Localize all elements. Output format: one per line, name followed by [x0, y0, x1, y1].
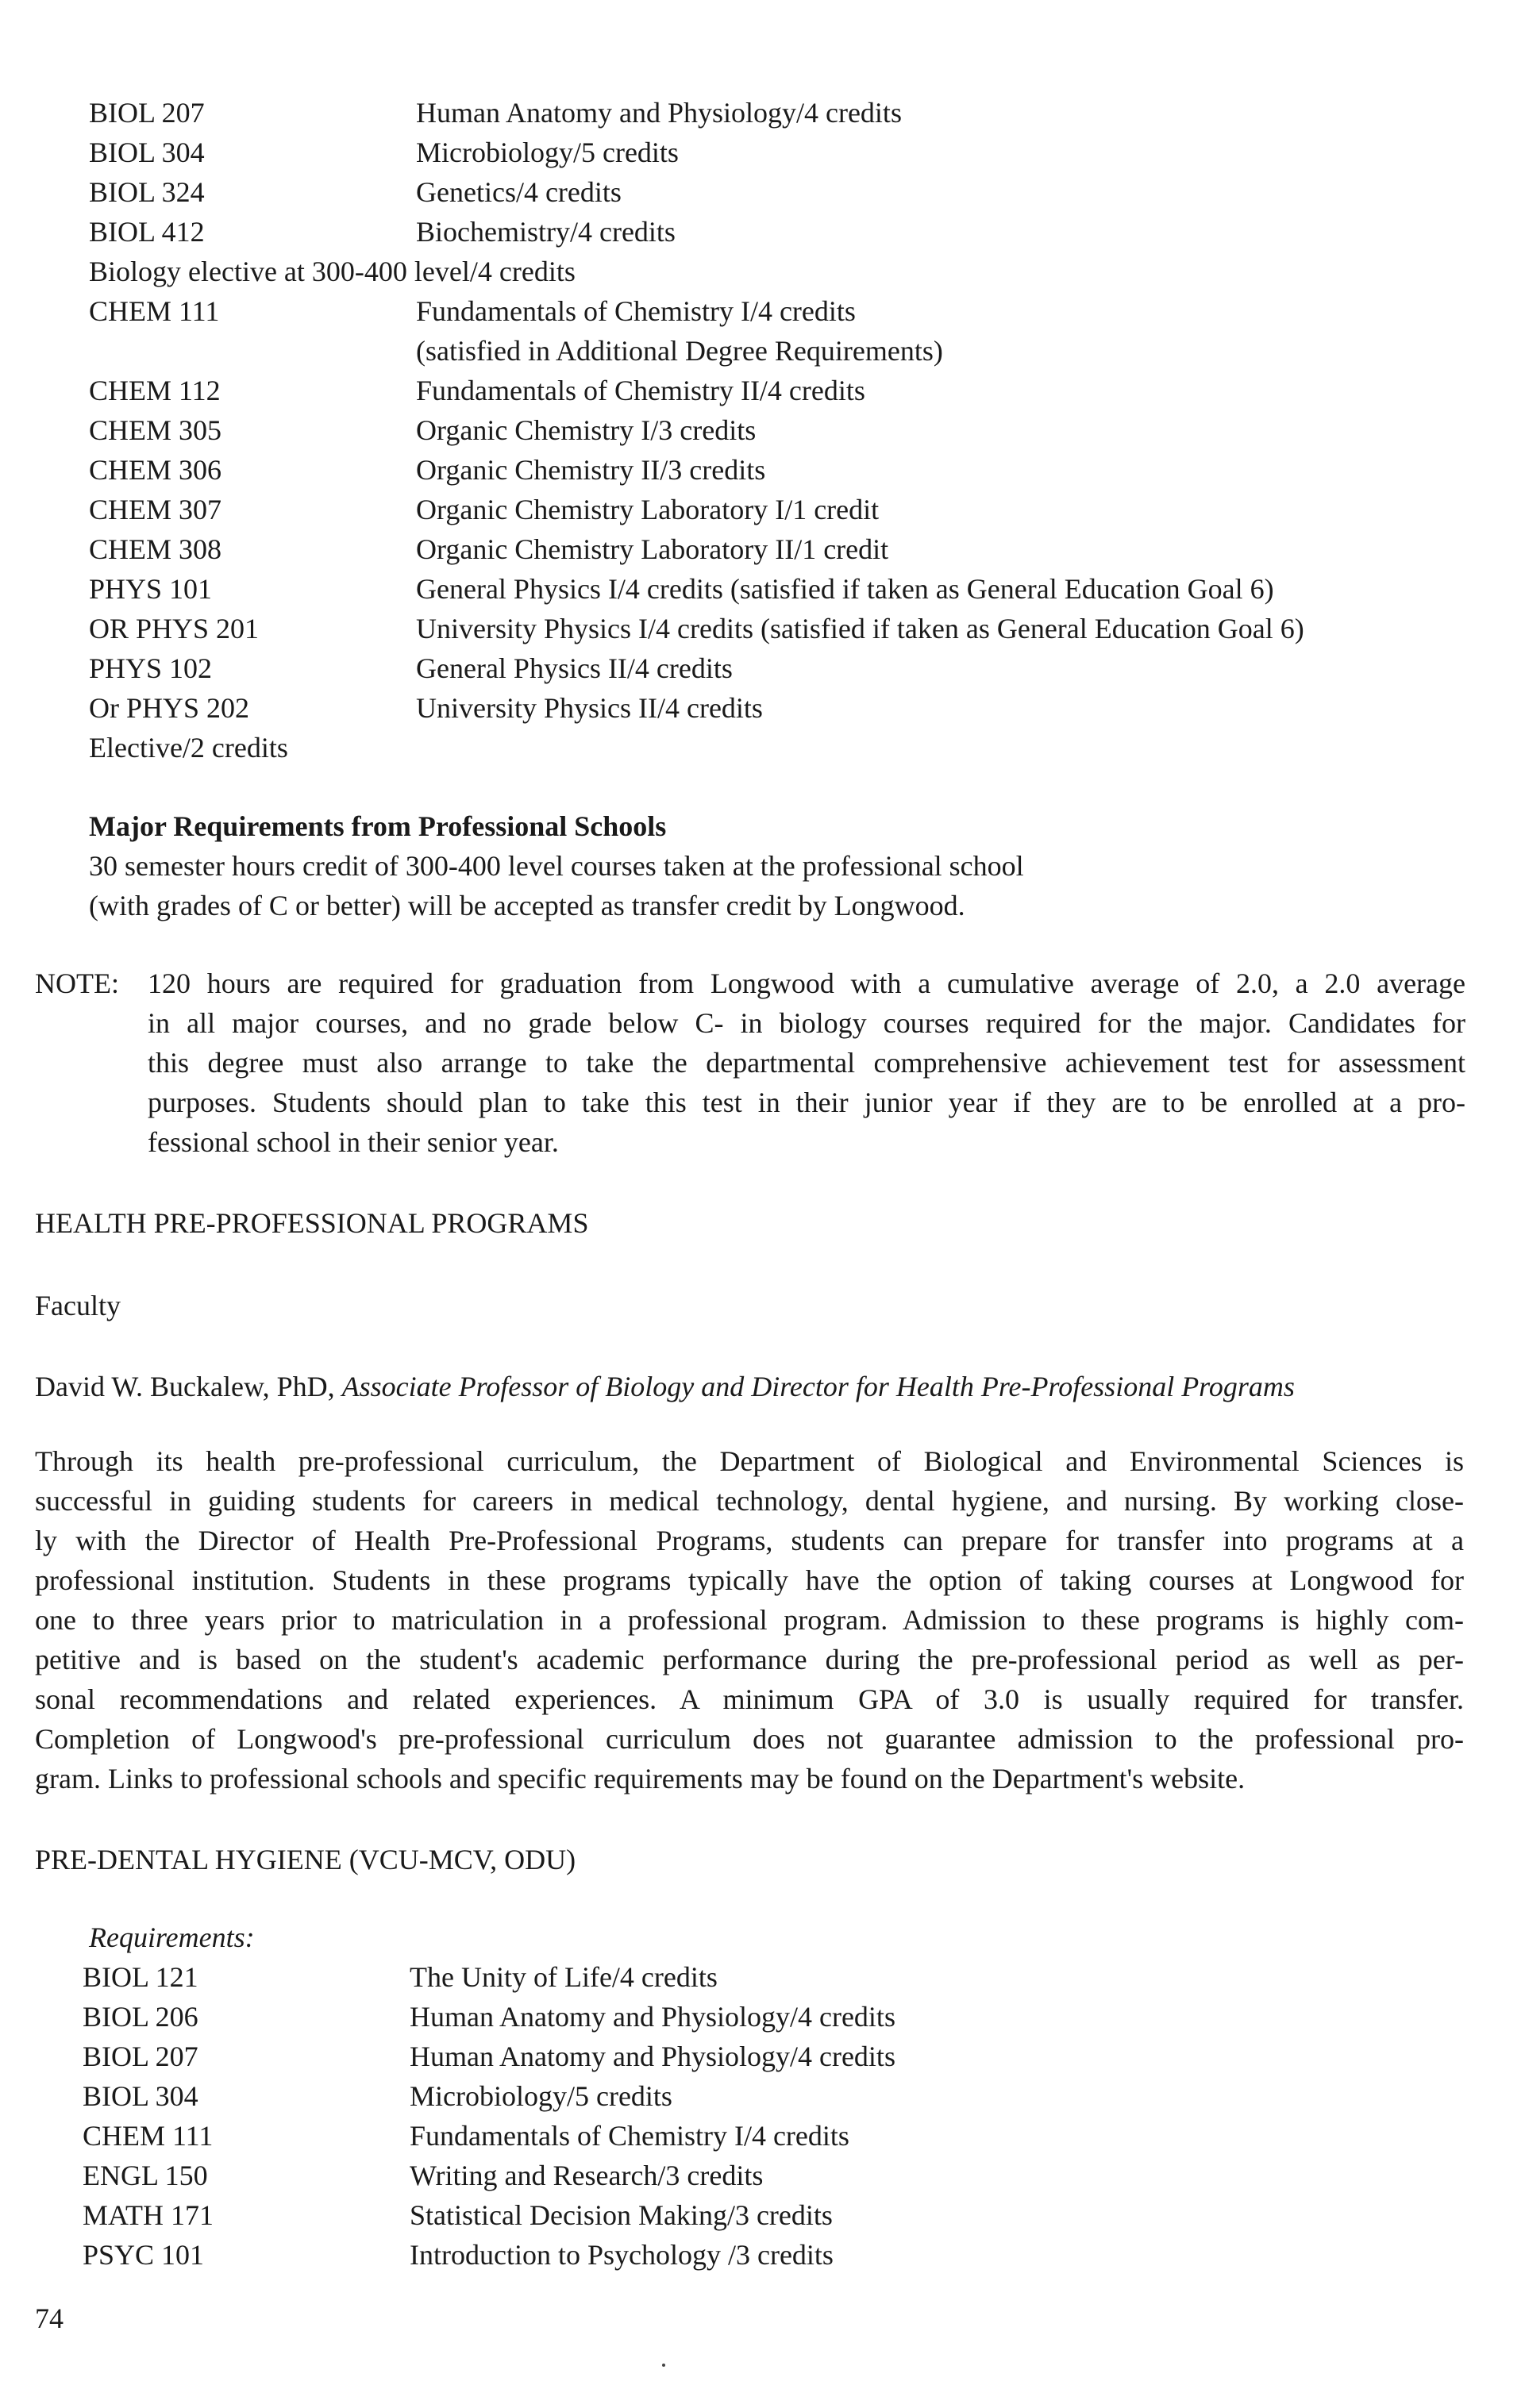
- intro-line: Through its health pre-professional curriculum, the Department of Biological and Environmental Sciences is: [35, 1445, 1464, 1477]
- course-description: General Physics I/4 credits (satisfied if taken as General Education Goal 6): [416, 573, 1274, 605]
- predental-heading: PRE-DENTAL HYGIENE (VCU-MCV, ODU): [35, 1844, 576, 1875]
- course-description: Biochemistry/4 credits: [416, 216, 676, 248]
- note-body: [148, 964, 1465, 1162]
- intro-line: petitive and is based on the student's academic performance during the pre-professional period as well as per-: [35, 1644, 1464, 1675]
- course-code: CHEM 111: [83, 2120, 214, 2152]
- course-code: BIOL 304: [89, 137, 205, 168]
- intro-line: one to three years prior to matriculation in a professional program. Admission to these programs is highly com-: [35, 1604, 1464, 1636]
- note-line: fessional school in their senior year.: [148, 1126, 559, 1158]
- requirements-label: Requirements:: [89, 1921, 255, 1953]
- major-requirements-heading: Major Requirements from Professional Schools: [89, 810, 667, 842]
- course-description: The Unity of Life/4 credits: [410, 1961, 718, 1993]
- course-description: Genetics/4 credits: [416, 176, 622, 208]
- course-code: CHEM 112: [89, 375, 221, 406]
- course-code: CHEM 305: [89, 414, 222, 446]
- faculty-name: David W. Buckalew, PhD,: [35, 1371, 335, 1402]
- course-code: ENGL 150: [83, 2160, 208, 2191]
- course-code: PHYS 102: [89, 652, 213, 684]
- course-description: Microbiology/5 credits: [410, 2080, 672, 2112]
- course-description: Organic Chemistry Laboratory I/1 credit: [416, 494, 880, 525]
- faculty-entry: [35, 1367, 1295, 1406]
- course-code: Biology elective at 300-400 level/4 credits: [89, 256, 576, 287]
- course-code: BIOL 207: [83, 2041, 198, 2072]
- course-code: Or PHYS 202: [89, 692, 250, 724]
- course-description: Organic Chemistry Laboratory II/1 credit: [416, 533, 889, 565]
- course-code: BIOL 324: [89, 176, 205, 208]
- course-description: University Physics I/4 credits (satisfied if taken as General Education Goal 6): [416, 613, 1304, 644]
- course-code: BIOL 304: [83, 2080, 198, 2112]
- course-description: Introduction to Psychology /3 credits: [410, 2239, 834, 2271]
- course-code: PSYC 101: [83, 2239, 205, 2271]
- health-programs-heading: HEALTH PRE-PROFESSIONAL PROGRAMS: [35, 1207, 589, 1239]
- course-description: Human Anatomy and Physiology/4 credits: [416, 97, 902, 129]
- note-label: NOTE:: [35, 967, 119, 999]
- course-description: General Physics II/4 credits: [416, 652, 733, 684]
- course-code: BIOL 207: [89, 97, 205, 129]
- course-code: CHEM 111: [89, 295, 220, 327]
- course-code: CHEM 308: [89, 533, 222, 565]
- course-description: Microbiology/5 credits: [416, 137, 679, 168]
- intro-line: sonal recommendations and related experiences. A minimum GPA of 3.0 is usually required for transfer.: [35, 1683, 1464, 1715]
- intro-line: professional institution. Students in these programs typically have the option of taking courses at Longwood for: [35, 1564, 1464, 1596]
- note-line: 120 hours are required for graduation from Longwood with a cumulative average of 2.0, a 2.0 average: [148, 967, 1465, 999]
- course-code: CHEM 306: [89, 454, 222, 486]
- course-code: MATH 171: [83, 2199, 214, 2231]
- course-code: BIOL 412: [89, 216, 205, 248]
- faculty-title: Associate Professor of Biology and Director for Health Pre-Professional Programs: [341, 1371, 1295, 1402]
- note-line: in all major courses, and no grade below C- in biology courses required for the major. Candidates for: [148, 1007, 1465, 1039]
- course-description: Human Anatomy and Physiology/4 credits: [410, 2041, 895, 2072]
- course-description: Fundamentals of Chemistry I/4 credits: [410, 2120, 849, 2152]
- course-description: Organic Chemistry II/3 credits: [416, 454, 766, 486]
- note-line: purposes. Students should plan to take this test in their junior year if they are to be enrolled at a pro-: [148, 1087, 1465, 1118]
- intro-line: ly with the Director of Health Pre-Professional Programs, students can prepare for transfer into programs at a: [35, 1525, 1464, 1556]
- note-line: this degree must also arrange to take the departmental comprehensive achievement test for assessment: [148, 1047, 1465, 1079]
- course-description: Human Anatomy and Physiology/4 credits: [410, 2001, 895, 2033]
- major-requirements-line: 30 semester hours credit of 300-400 level courses taken at the professional school: [89, 850, 1024, 882]
- course-description: Writing and Research/3 credits: [410, 2160, 764, 2191]
- intro-line: Completion of Longwood's pre-professional curriculum does not guarantee admission to the professional pro-: [35, 1723, 1464, 1755]
- intro-paragraph: [35, 1441, 1464, 1798]
- course-code: BIOL 121: [83, 1961, 198, 1993]
- course-code: OR PHYS 201: [89, 613, 260, 644]
- stray-dot: [662, 2364, 665, 2367]
- course-code: BIOL 206: [83, 2001, 198, 2033]
- page-number: 74: [35, 2302, 64, 2334]
- course-description: Statistical Decision Making/3 credits: [410, 2199, 833, 2231]
- course-description: Organic Chemistry I/3 credits: [416, 414, 757, 446]
- intro-line: successful in guiding students for careers in medical technology, dental hygiene, and nursing. By working close-: [35, 1485, 1464, 1517]
- course-description: Fundamentals of Chemistry II/4 credits: [416, 375, 865, 406]
- course-description: (satisfied in Additional Degree Requirements): [416, 335, 943, 367]
- course-description: Fundamentals of Chemistry I/4 credits: [416, 295, 856, 327]
- course-code: Elective/2 credits: [89, 732, 288, 764]
- course-description: University Physics II/4 credits: [416, 692, 763, 724]
- intro-line: gram. Links to professional schools and specific requirements may be found on the Department's website.: [35, 1763, 1246, 1794]
- course-code: PHYS 101: [89, 573, 213, 605]
- major-requirements-line: (with grades of C or better) will be accepted as transfer credit by Longwood.: [89, 890, 965, 921]
- course-code: CHEM 307: [89, 494, 222, 525]
- faculty-heading: Faculty: [35, 1290, 121, 1321]
